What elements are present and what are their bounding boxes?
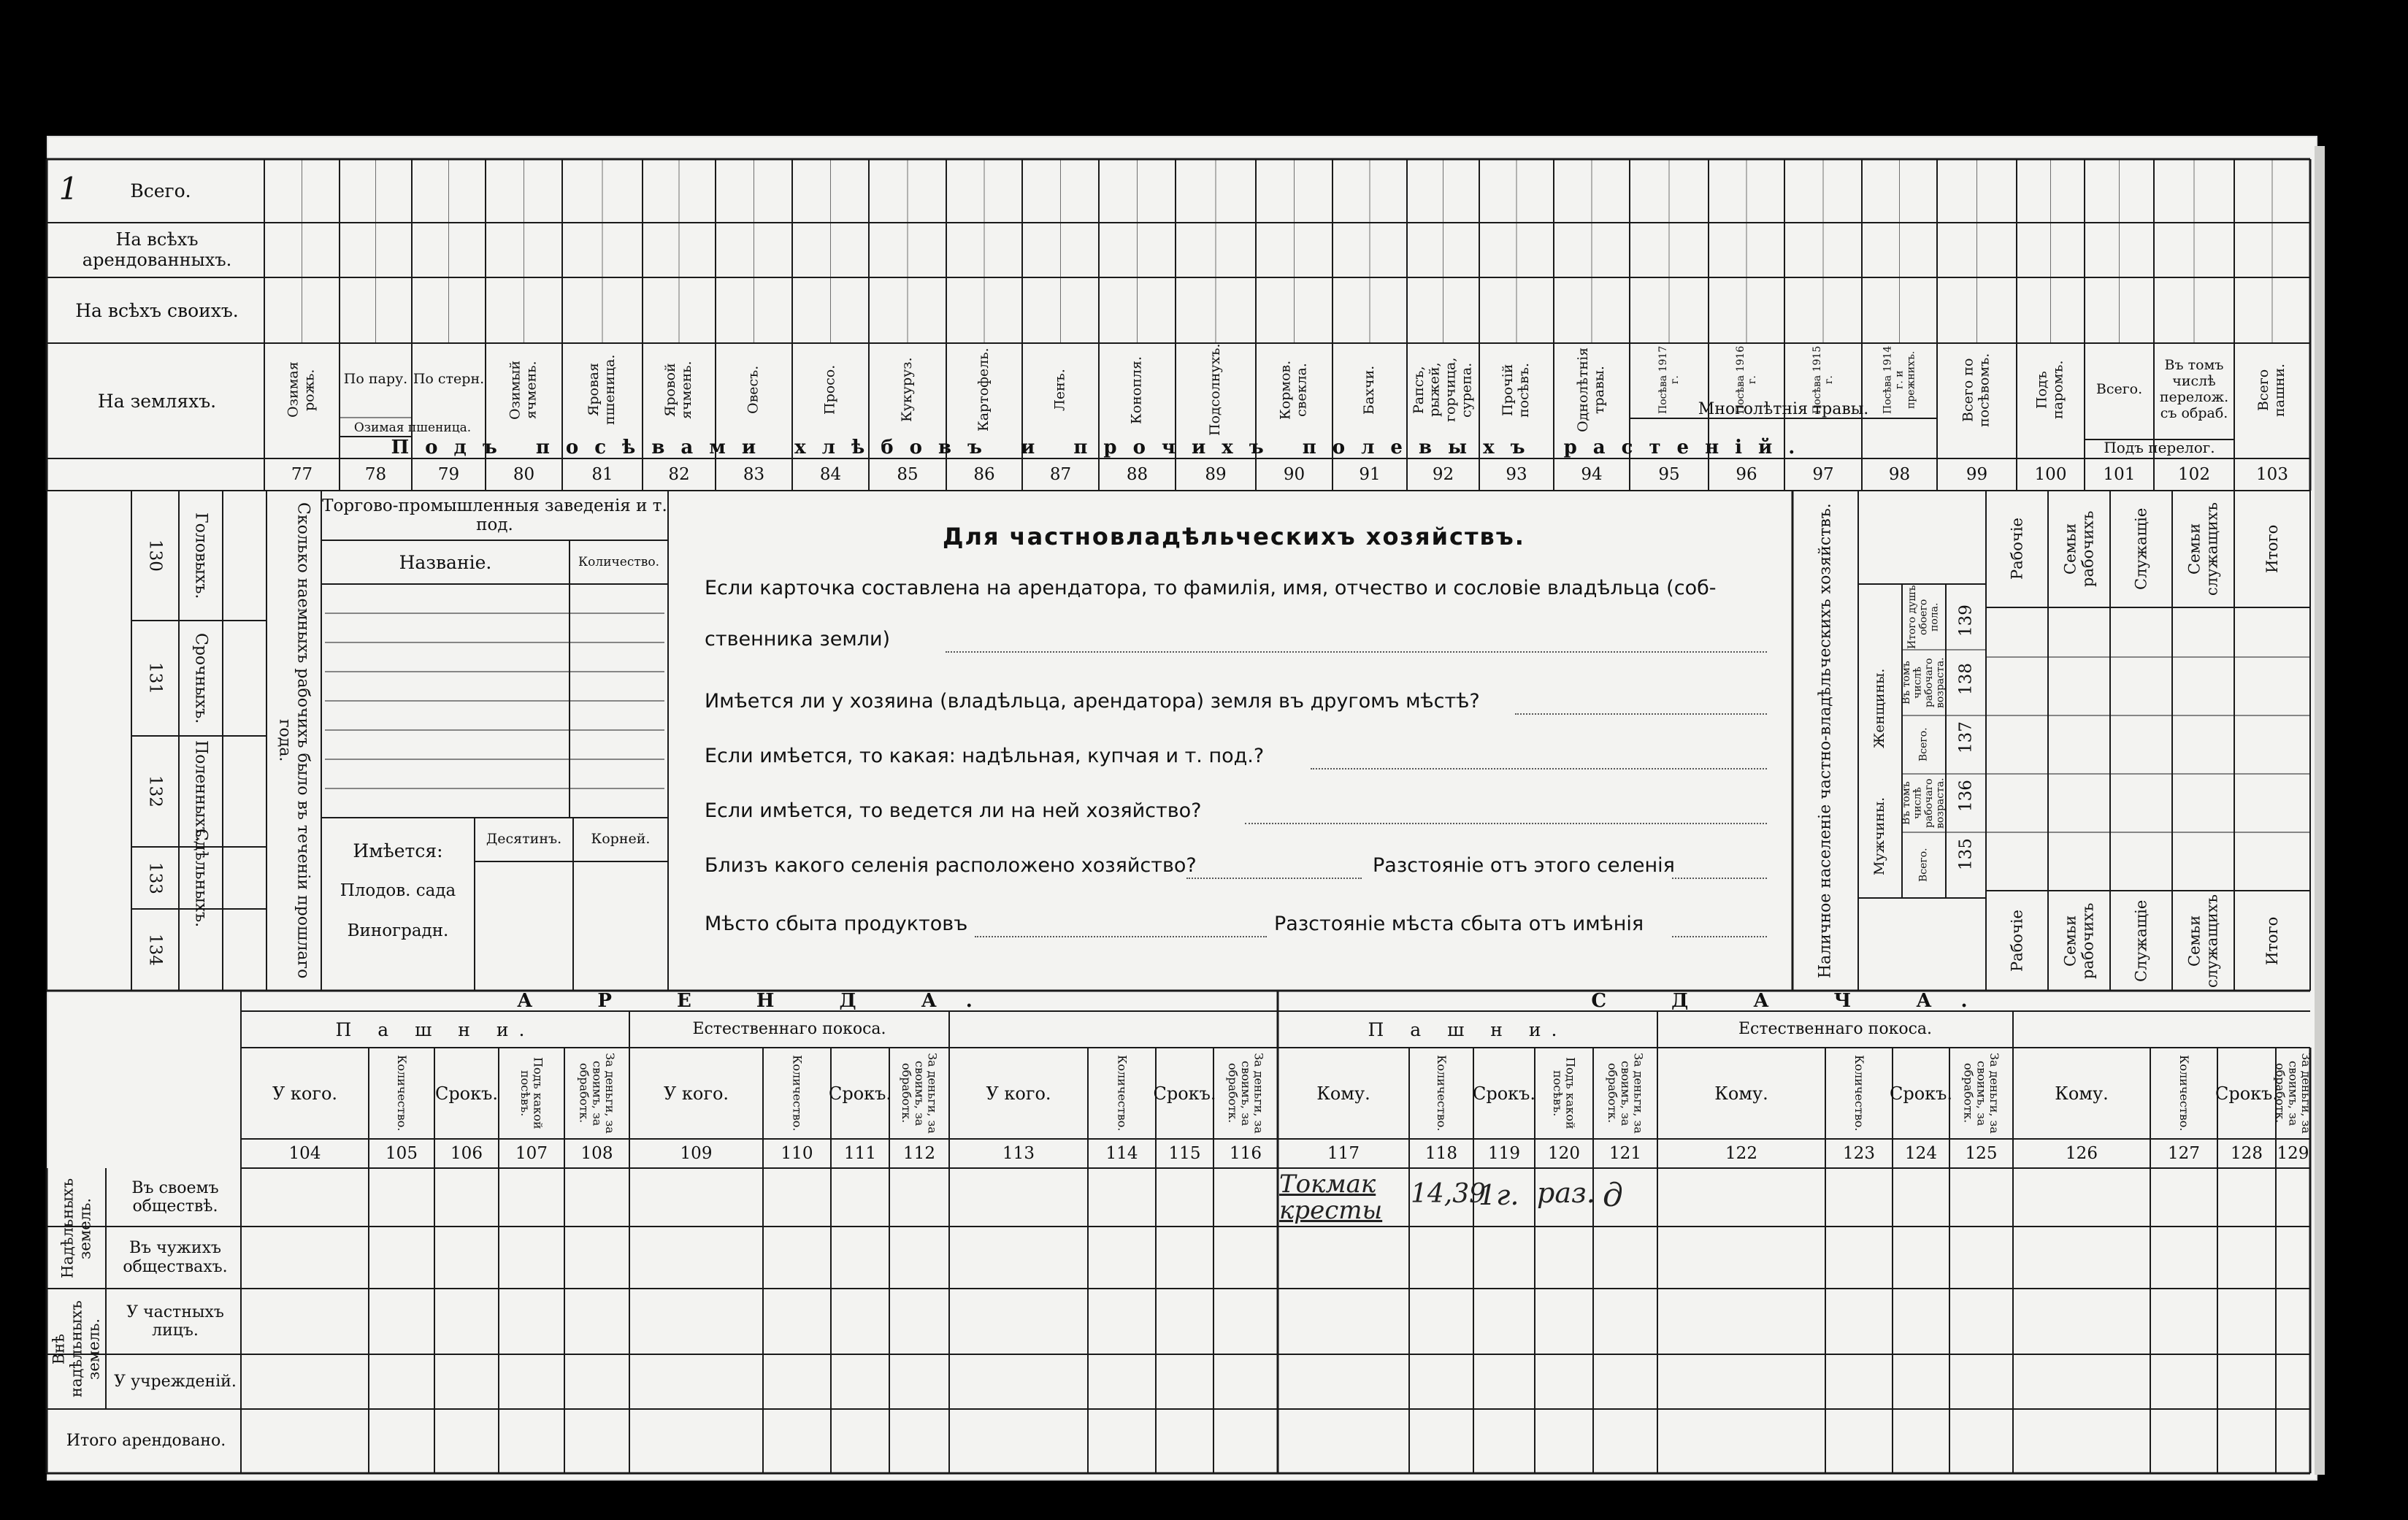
sdacha-pokos-header: Естественнаго покоса. bbox=[1738, 1020, 1932, 1039]
bottom-number-122: 122 bbox=[1725, 1144, 1757, 1163]
bottom-header-111: Срокъ. bbox=[828, 1083, 892, 1104]
pop-number-139: 139 bbox=[1956, 604, 1976, 637]
row-label-0: Въ своемъ обществѣ. bbox=[131, 1178, 219, 1216]
row-label-on-lands: На земляхъ. bbox=[97, 390, 217, 412]
trade-title: Торгово-промышленныя заведенiя и т. под. bbox=[322, 496, 667, 534]
col-number-102: 102 bbox=[2178, 465, 2210, 484]
bottom-number-127: 127 bbox=[2168, 1144, 2200, 1163]
col-number-82: 82 bbox=[668, 465, 690, 484]
col-header-83: Овесъ. bbox=[745, 365, 762, 415]
private-title: Для частновладѣльческихъ хозяйствъ. bbox=[943, 523, 1525, 550]
right-header-bottom-0: Рабочiе bbox=[2008, 910, 2026, 972]
col-header-102: Въ томъ числѣ перелож. съ обраб. bbox=[2159, 357, 2229, 421]
col-header-91: Бахчи. bbox=[1361, 365, 1378, 415]
left-number-133: 133 bbox=[145, 861, 165, 894]
row-label-3: У учрежденiй. bbox=[114, 1372, 237, 1391]
bottom-header-119: Срокъ. bbox=[1472, 1083, 1536, 1104]
arenda-pokos-header: Естественнаго покоса. bbox=[692, 1020, 886, 1039]
question-3: Если имѣется, то какая: надѣльная, купчая и т. под.? bbox=[705, 744, 1265, 767]
col-number-99: 99 bbox=[1966, 465, 1988, 484]
bottom-header-121: За деньги, за своимъ, за обработк. bbox=[1606, 1053, 1646, 1134]
left-number-134: 134 bbox=[145, 934, 165, 966]
col-header-96: Посѣва 1916 г. bbox=[1734, 345, 1758, 414]
col-number-92: 92 bbox=[1432, 465, 1454, 484]
col-number-87: 87 bbox=[1049, 465, 1072, 484]
col-header-92: Рапсъ, рыжей, горчица, сурепа. bbox=[1410, 357, 1475, 423]
row-label-total-rented: Итого арендовано. bbox=[66, 1432, 226, 1451]
pop-number-137: 137 bbox=[1956, 721, 1976, 753]
left-number-132: 132 bbox=[145, 775, 165, 807]
row-label-2: У частныхъ лицъ. bbox=[126, 1302, 224, 1340]
col-header-84: Просо. bbox=[821, 364, 838, 415]
bottom-number-108: 108 bbox=[580, 1144, 613, 1163]
bottom-header-115: Срокъ. bbox=[1153, 1083, 1216, 1104]
bottom-number-121: 121 bbox=[1609, 1144, 1641, 1163]
right-header-bottom-3: Семьи служащихъ bbox=[2185, 894, 2221, 988]
col-header-103: Всего пашни. bbox=[2255, 363, 2288, 417]
bottom-number-126: 126 bbox=[2066, 1144, 2098, 1163]
bottom-header-114: Количество. bbox=[1115, 1055, 1130, 1132]
bottom-header-109: У кого. bbox=[663, 1083, 729, 1104]
col-header-99: Всего по посѣвомъ. bbox=[1960, 353, 1993, 427]
bottom-header-106: Срокъ. bbox=[434, 1083, 499, 1104]
men-total-label: Всего. bbox=[1917, 848, 1930, 883]
bottom-header-124: Срокъ. bbox=[1889, 1083, 1953, 1104]
corner-mark: 1 bbox=[58, 170, 79, 207]
pop-total-label: Итого душъ обоего пола. bbox=[1906, 585, 1941, 649]
population-title: Наличное населенiе частно-владѣльческихъ хозяйствъ. bbox=[1816, 503, 1835, 978]
bottom-header-120: Подъ какой посѣвъ. bbox=[1551, 1057, 1578, 1129]
right-header-bottom-4: Итого bbox=[2263, 916, 2281, 965]
col-header-86: Картофель. bbox=[975, 348, 992, 432]
bottom-header-129: За деньги, за своимъ, за обработк. bbox=[2273, 1053, 2313, 1134]
col-number-85: 85 bbox=[897, 465, 919, 484]
left-number-130: 130 bbox=[145, 540, 165, 572]
men-working-label: Въ томъ числѣ рабочаго возраста. bbox=[1901, 778, 1947, 829]
banner-pod-posevami: Подъ посѣвами хлѣбовъ и прочихъ полевыхъ растенiй. bbox=[391, 437, 1811, 458]
bottom-number-123: 123 bbox=[1843, 1144, 1875, 1163]
row-label-rented: На всѣхъ арендованныхъ. bbox=[82, 229, 232, 270]
men-label: Мужчины. bbox=[1871, 797, 1888, 875]
col-header-78: По пару. bbox=[343, 371, 408, 388]
women-total-label: Всего. bbox=[1917, 727, 1930, 762]
col-header-80: Озимый ячмень. bbox=[507, 360, 540, 420]
bottom-header-104: У кого. bbox=[272, 1083, 338, 1104]
row-label-own: На всѣхъ своихъ. bbox=[75, 299, 239, 321]
question-1: ственника земли) bbox=[705, 627, 891, 650]
sdacha-pashni-header: П а ш н и. bbox=[1368, 1018, 1568, 1040]
answer-line bbox=[1245, 821, 1767, 824]
pop-number-136: 136 bbox=[1956, 780, 1976, 812]
answer-line bbox=[1311, 767, 1767, 769]
right-header-top-3: Семьи служащихъ bbox=[2185, 502, 2221, 596]
col-header-90: Кормов. свекла. bbox=[1277, 360, 1310, 420]
col-header-87: Ленъ. bbox=[1051, 369, 1068, 411]
col-number-89: 89 bbox=[1205, 465, 1227, 484]
bottom-number-104: 104 bbox=[288, 1144, 321, 1163]
bottom-header-127: Количество. bbox=[2177, 1055, 2191, 1132]
handwritten-komu: Токмак кресты bbox=[1279, 1170, 1383, 1225]
question-4: Если имѣется, то ведется ли на ней хозяйство? bbox=[705, 799, 1202, 822]
women-label: Женщины. bbox=[1871, 668, 1888, 748]
bottom-number-128: 128 bbox=[2231, 1144, 2263, 1163]
col-header-88: Конопля. bbox=[1128, 356, 1145, 424]
col-number-94: 94 bbox=[1581, 465, 1603, 484]
bottom-number-114: 114 bbox=[1105, 1144, 1138, 1163]
bottom-number-107: 107 bbox=[515, 1144, 548, 1163]
col-number-77: 77 bbox=[291, 465, 313, 484]
answer-line bbox=[946, 650, 1767, 653]
korney-header: Корней. bbox=[591, 831, 651, 848]
col-number-86: 86 bbox=[973, 465, 995, 484]
col-header-95: Посѣва 1917 г. bbox=[1657, 345, 1681, 414]
answer-line bbox=[1672, 876, 1767, 879]
bottom-header-108: За деньги, за своимъ, за обработк. bbox=[577, 1053, 617, 1134]
col-number-98: 98 bbox=[1888, 465, 1911, 484]
col-number-91: 91 bbox=[1359, 465, 1381, 484]
question-8: Разстоянiе мѣста сбыта отъ имѣнiя bbox=[1274, 912, 1644, 935]
trade-name-header: Названiе. bbox=[399, 551, 492, 573]
left-header-1: Срочныхъ. bbox=[191, 632, 210, 724]
col-header-85: Кукуруз. bbox=[899, 357, 916, 423]
bottom-number-109: 109 bbox=[680, 1144, 713, 1163]
bottom-header-126: Кому. bbox=[2055, 1083, 2109, 1104]
col-number-78: 78 bbox=[364, 465, 387, 484]
col-number-88: 88 bbox=[1126, 465, 1149, 484]
bottom-header-116: За деньги, за своимъ, за обработк. bbox=[1226, 1053, 1266, 1134]
bottom-header-122: Кому. bbox=[1714, 1083, 1768, 1104]
orchard-label: Плодов. сада bbox=[340, 880, 456, 900]
left-number-131: 131 bbox=[145, 662, 165, 694]
vineyard-label: Виноградн. bbox=[347, 921, 449, 940]
row-label-1: Въ чужихъ обществахъ. bbox=[123, 1239, 228, 1276]
col-number-83: 83 bbox=[743, 465, 765, 484]
has-label: Имѣется: bbox=[353, 840, 443, 861]
bottom-number-115: 115 bbox=[1168, 1144, 1201, 1163]
bottom-number-105: 105 bbox=[386, 1144, 418, 1163]
right-header-bottom-1: Семьи рабочихъ bbox=[2061, 902, 2097, 979]
bottom-header-118: Количество. bbox=[1434, 1055, 1449, 1132]
header-mnogoletnie: Многолѣтнiя травы. bbox=[1698, 400, 1869, 419]
answer-line bbox=[1515, 712, 1767, 715]
bottom-number-116: 116 bbox=[1230, 1144, 1262, 1163]
col-number-84: 84 bbox=[819, 465, 842, 484]
sdacha-banner: С Д А Ч А. bbox=[1591, 990, 1997, 1012]
question-6: Разстоянiе отъ этого селенiя bbox=[1373, 853, 1675, 877]
col-number-100: 100 bbox=[2034, 465, 2067, 484]
col-header-81: Яровая пшеница. bbox=[586, 354, 618, 426]
col-number-80: 80 bbox=[513, 465, 535, 484]
question-2: Имѣется ли у хозяина (владѣльца, арендатора) земля въ другомъ мѣстѣ? bbox=[705, 689, 1480, 713]
header-perelog: Подъ перелог. bbox=[2104, 438, 2215, 456]
col-number-95: 95 bbox=[1658, 465, 1680, 484]
question-5: Близъ какого селенiя расположено хозяйство? bbox=[705, 853, 1197, 877]
bottom-header-113: У кого. bbox=[986, 1083, 1051, 1104]
col-number-93: 93 bbox=[1506, 465, 1527, 484]
bottom-number-120: 120 bbox=[1548, 1144, 1580, 1163]
pop-number-138: 138 bbox=[1956, 663, 1976, 695]
col-header-101: Всего. bbox=[2096, 381, 2143, 398]
question-7: Мѣсто сбыта продуктовъ bbox=[705, 912, 968, 935]
bottom-number-112: 112 bbox=[903, 1144, 935, 1163]
col-header-94: Однолѣтнiя травы. bbox=[1575, 347, 1607, 433]
pop-number-135: 135 bbox=[1956, 838, 1976, 870]
col-header-79: По стерн. bbox=[413, 371, 485, 388]
bottom-header-128: Срокъ. bbox=[2215, 1083, 2279, 1104]
col-header-93: Прочiй посѣвъ. bbox=[1500, 362, 1532, 418]
answer-line bbox=[975, 934, 1267, 937]
left-header-2: Поленныхъ. bbox=[191, 740, 210, 842]
bottom-number-117: 117 bbox=[1327, 1144, 1360, 1163]
bottom-number-111: 111 bbox=[844, 1144, 876, 1163]
col-header-98: Посѣва 1914 г. и прежнихъ. bbox=[1882, 345, 1917, 414]
arenda-pashni-header: П а ш н и. bbox=[335, 1018, 535, 1040]
bottom-number-118: 118 bbox=[1425, 1144, 1457, 1163]
bottom-header-110: Количество. bbox=[790, 1055, 805, 1132]
right-header-bottom-2: Служащiе bbox=[2132, 899, 2150, 982]
left-header-3: Сдѣльныхъ. bbox=[191, 828, 210, 928]
handwritten-posev: раз. bbox=[1537, 1177, 1595, 1209]
right-header-top-0: Рабочiе bbox=[2008, 518, 2026, 580]
bottom-number-125: 125 bbox=[1965, 1144, 1998, 1163]
bottom-number-106: 106 bbox=[450, 1144, 483, 1163]
row-label-total: Всего. bbox=[130, 180, 191, 201]
bottom-number-129: 129 bbox=[2277, 1144, 2309, 1163]
bottom-header-112: За деньги, за своимъ, за обработк. bbox=[900, 1053, 940, 1134]
bottom-number-110: 110 bbox=[781, 1144, 813, 1163]
col-number-103: 103 bbox=[2256, 465, 2288, 484]
right-header-top-4: Итого bbox=[2263, 524, 2281, 574]
header-ozimaya-pshenitsa: Озимая пшеница. bbox=[353, 420, 472, 435]
col-number-96: 96 bbox=[1736, 465, 1757, 484]
nadelnyh-label: Надѣльныхъ земель. bbox=[58, 1178, 94, 1279]
left-header-0: Головыхъ. bbox=[191, 512, 210, 599]
right-header-top-1: Семьи рабочихъ bbox=[2061, 510, 2097, 588]
arenda-banner: А Р Е Н Д А. bbox=[517, 990, 1002, 1012]
bottom-header-105: Количество. bbox=[394, 1055, 409, 1132]
bottom-number-113: 113 bbox=[1002, 1144, 1035, 1163]
handwritten-za: д bbox=[1603, 1177, 1623, 1214]
vne-nadelnyh-label: Внѣ надѣльныхъ земель. bbox=[50, 1300, 103, 1397]
col-number-90: 90 bbox=[1283, 465, 1305, 484]
trade-qty-header: Количество. bbox=[578, 554, 659, 569]
answer-line bbox=[1186, 876, 1362, 879]
right-header-top-2: Служащiе bbox=[2132, 507, 2150, 591]
handwritten-srok: 1г. bbox=[1479, 1179, 1519, 1211]
col-number-97: 97 bbox=[1812, 465, 1834, 484]
bottom-header-125: За деньги, за своимъ, за обработк. bbox=[1961, 1053, 2001, 1134]
desyatin-header: Десятинъ. bbox=[486, 831, 562, 848]
women-working-label: Въ томъ числѣ рабочаго возраста. bbox=[1901, 657, 1947, 708]
col-header-89: Подсолнухъ. bbox=[1207, 343, 1224, 437]
workers-title: Сколько наемныхъ рабочихъ было въ теченiи прошлаго года. bbox=[275, 502, 312, 979]
bottom-number-124: 124 bbox=[1905, 1144, 1937, 1163]
col-header-77: Озимая рожь. bbox=[285, 361, 318, 418]
bottom-number-119: 119 bbox=[1488, 1144, 1520, 1163]
col-number-81: 81 bbox=[591, 465, 613, 484]
col-number-79: 79 bbox=[437, 465, 460, 484]
bottom-header-123: Количество. bbox=[1852, 1055, 1866, 1132]
handwritten-qty: 14,39 bbox=[1411, 1179, 1487, 1209]
question-0: Если карточка составлена на арендатора, то фамилiя, имя, отчество и сословiе владѣльца (соб- bbox=[705, 576, 1717, 599]
bottom-header-117: Кому. bbox=[1316, 1083, 1370, 1104]
col-header-82: Яровой ячмень. bbox=[662, 361, 694, 419]
col-header-97: Посѣва 1915 г. bbox=[1811, 345, 1835, 414]
col-number-101: 101 bbox=[2103, 465, 2136, 484]
answer-line bbox=[1672, 934, 1767, 937]
bottom-header-107: Подъ какой посѣвъ. bbox=[518, 1057, 545, 1129]
col-header-100: Подъ паромъ. bbox=[2033, 360, 2066, 420]
